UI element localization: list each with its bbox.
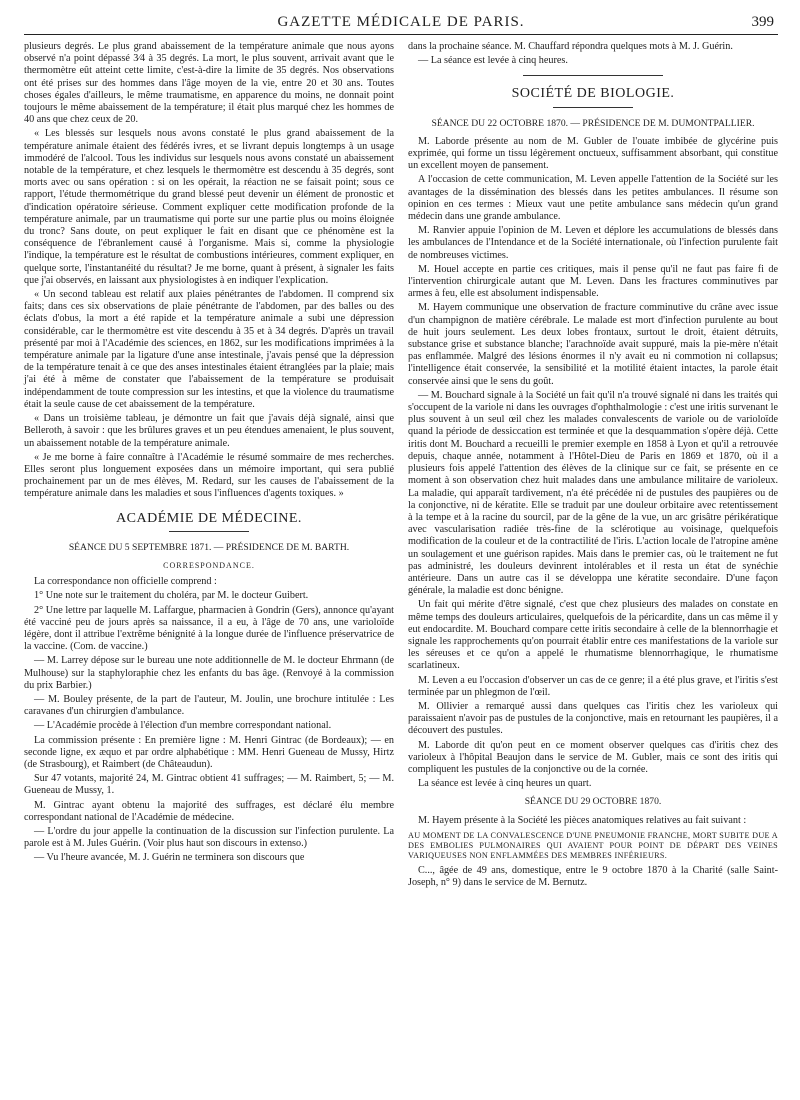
paragraph: M. Laborde dit qu'on peut en ce moment observer quelques cas d'iritis chez des varioleux à l'hôpital Beaujon dans le service de M. Gubler, mais ce sont des iritis qui compliquent les pustules de la conjonctive ou de la cornée.: [408, 739, 778, 775]
right-column: [408, 41, 778, 891]
paragraph: — M. Larrey dépose sur le bureau une note additionnelle de M. le docteur Ehrmann (de Mulhouse) sur la staphyloraphie chez les enfants du bas âge. (Renvoyé à la commission du prix Barbier.): [24, 655, 394, 691]
paragraph: M. Houel accepte en partie ces critiques, mais il pense qu'il ne faut pas faire fi de l'intervention chirurgicale autant que M. Leven. Dans les fractures comminutives par armes à feu, elle est absolument indispensable.: [408, 263, 778, 300]
paragraph: — La séance est levée à cinq heures.: [418, 55, 568, 67]
paragraph: 1° Une note sur le traitement du choléra, par M. le docteur Guibert.: [34, 590, 309, 602]
paragraph: M. Hayem communique une observation de fracture comminutive du crâne avec issue d'un champignon de matière cérébrale. Le malade est mort d'infection purulente au bout de huit jours seulement. Les deux lobes frontaux, surtout le droit, étaient détruits, substance grise et substance blanche; l'arachnoïde avait suppuré, mais la pie-mère n'était pas enflammée. Malgré des lésions énormes il n'y avait eu ni commotion ni collapsus; l'intelligence était conservée, la sensibilité et la motilité étaient intactes, la parole était conservée ainsi que le sens du goût.: [408, 302, 778, 387]
paragraph: M. Leven a eu l'occasion d'observer un cas de ce genre; il a été plus grave, et l'iritis s'est terminée par un phlegmon de l'œil.: [408, 674, 778, 698]
paragraph: A l'occasion de cette communication, M. Leven appelle l'attention de la Société sur les avantages de la dissémination des blessés dans les petites ambulances. Il résume son opinion en ces termes : Mieux vaut une petite ambulance sans médecin qu'un grand médecin dans une grande ambulance.: [408, 174, 778, 223]
paragraph: « Un second tableau est relatif aux plaies pénétrantes de l'abdomen. Il comprend six faits; dans ces six observations de plaie pénétrante de l'abdomen, par des balles ou des éclats d'obus, la mort a été rapide et la température animale a subi une dépression considérable, car le thermomètre est vite descendu à 35 et à 34 degrés. D'après un travail présenté par moi à l'Académie des sciences, en 1862, sur les modifications imprimées à la température animale par la ligature d'une anse intestinale, j'avais pensé que la dépression de la température tenait à ce que des anses intestinales étaient étranglées par la plaie; mais j'ai été à même de constater que l'abaissement de la température se produisait indépendamment de toute compression sur les intestins, et que la violence du traumatisme était la seule cause de cet abaissement de la température.: [24, 289, 394, 410]
subsection-heading: CORRESPONDANCE.: [163, 560, 255, 570]
section-divider: [523, 75, 663, 76]
paragraph: Sur 47 votants, majorité 24, M. Gintrac obtient 41 suffrages; — M. Raimbert, 5; — M. Gueneau de Mussy, 1.: [24, 773, 394, 797]
title-rule: [169, 531, 249, 532]
paragraph: C..., âgée de 49 ans, domestique, entre le 9 octobre 1870 à la Charité (salle Saint-Joseph, n° 9) dans le service de M. Bernutz.: [408, 864, 778, 888]
paragraph: La commission présente : En première ligne : M. Henri Gintrac (de Bordeaux); — en seconde ligne, ex æquo et par ordre alphabétique : MM. Henri Gueneau de Mussy, Hirtz (de Strasbourg), et Raimbert (de Châteaudun).: [24, 734, 394, 770]
paragraph: M. Gintrac ayant obtenu la majorité des suffrages, est déclaré élu membre correspondant national de l'Académie de médecine.: [24, 799, 394, 823]
paragraph: — M. Bouchard signale à la Société un fait qu'il n'a trouvé signalé ni dans les traités qui s'occupent de la variole ni dans les ouvrages d'ophthalmologie : c'est une iritis survenant le plus souvent à un seul œil chez les malades convalescents de variole ou de varioloïde quand la période de dessiccation est terminée et que la desquammation s'opère déjà. Cette iritis dont M. Bouchard a recueilli le premier exemple en 1858 à Lyon et qu'il a retrouvée depuis, chaque année, notamment à l'Hôtel-Dieu de Paris en 1869 et 1870, où il a plusieurs fois appelé l'attention des élèves de la clinique sur ce fait, se présente en ce moment à son observation chez huit malades dans une ambulance militaire de varioleux. La maladie, qui apparaît tardivement, n'a été précédée ni de pustules des paupières ou de la conjonctive, ni de kératite. Elle se traduit par une douleur orbitaire avec retentissement à la tempe et à la racine du sourcil, par de la gêne de la vue, un arc grisâtre périkératique avec vascularisation radiée très-fine de la sclérotique au voisinage, quelquefois modification de la couleur et de la contractilité de l'iris. L'action locale de l'atropine amène un soulagement et une guérison rapides. Mais dans le premier cas, où le traitement ne fut pas administré, les douleurs devinrent intolérables et il resta un état de synéchie antérieure. Dans un autre cas il se développa une kératite secondaire. D'une façon générale, la maladie est donc bénigne.: [408, 389, 778, 597]
session-heading: SÉANCE DU 29 OCTOBRE 1870.: [524, 796, 662, 808]
paragraph: dans la prochaine séance. M. Chauffard répondra quelques mots à M. J. Guérin.: [408, 41, 733, 52]
paragraph: « Je me borne à faire connaître à l'Académie le résumé sommaire de mes recherches. Elles seront plus longuement exposées dans un mémoire important, qui sera publié prochainement par un de mes élèves, M. Redard, sur les causes de l'abaissement de la température animale dans les maladies et sous l'influences d'agents toxiques. »: [24, 451, 394, 500]
session-heading: SÉANCE DU 22 OCTOBRE 1870. — PRÉSIDENCE DE M. DUMONTPALLIER.: [431, 117, 755, 129]
left-column: [24, 41, 394, 891]
paragraph: M. Ollivier a remarqué aussi dans quelques cas l'iritis chez les varioleux qui paraissaient n'avoir pas de pustules de la conjonctive, mais en retournant les paupières, il a découvert des pustules.: [408, 700, 778, 737]
journal-title: GAZETTE MÉDICALE DE PARIS.: [277, 14, 525, 30]
section-title-biologie: SOCIÉTÉ DE BIOLOGIE.: [511, 86, 675, 102]
paragraph: « Dans un troisième tableau, je démontre un fait que j'avais déjà signalé, ainsi que Belleroth, à savoir : que les brûlures graves et un peu étendues amenaient, le plus souvent, un abaissement notable de la température animale.: [24, 413, 394, 449]
page-number: 399: [751, 14, 774, 30]
paragraph: M. Ranvier appuie l'opinion de M. Leven et déplore les accumulations de blessés dans les ambulances de l'Intendance et de la Société internationale, où l'infection purulente fait de nombreuses victimes.: [408, 225, 778, 261]
paragraph: — M. Bouley présente, de la part de l'auteur, M. Joulin, une brochure intitulée : Les caravanes d'un chirurgien d'ambulance.: [24, 693, 394, 718]
paragraph: Un fait qui mérite d'être signalé, c'est que chez plusieurs des malades on constate en même temps des douleurs articulaires, quelquefois de la péricardite, dans un cas même il y eut endocardite. M. Bouchard compare cette iritis secondaire à celle de la blennorrhagie et signale les rapprochements qu'on pourrait établir entre ces manifestations de la variole sur les séreuses et ce qu'on a appelé le rhumatisme blennorrhagique, le rhumatisme scarlatineux.: [408, 599, 778, 672]
paragraph: M. Hayem présente à la Société les pièces anatomiques relatives au fait suivant :: [418, 814, 747, 826]
article-heading: AU MOMENT DE LA CONVALESCENCE D'UNE PNEUMONIE FRANCHE, MORT SUBITE DUE A DES EMBOLIES PULMONAIRES QUI AVAIENT POUR POINT DE DÉPART DES VEINES VARIQUEUSES NON ENFLAMMÉES DES MEMBRES INFÉRIEURS.: [408, 830, 778, 860]
paragraph: La correspondance non officielle comprend :: [34, 576, 217, 588]
paragraph: « Les blessés sur lesquels nous avons constaté le plus grand abaissement de la température animale étaient des fédérés ivres, et se livrant depuis longtemps à un usage immodéré de l'alcool. Tous les individus sur lesquels nous avons constaté un abaissement notable de la température, et chez lesquels le thermomètre est descendu à 35 degrés, sont morts avec ou sans opération : si on les opérait, la réaction ne se faisait point; sous ce rapport, l'étude thermométrique du grand blessé peut devenir un élément de pronostic et d'indication opératoire sérieuse. Comment expliquer cette modification profonde de la température animale, par un traumatisme qui porte sur une partie plus ou moins éloignée du tronc? Sans doute, on peut expliquer le fait en disant que ce phénomène est la conséquence de l'ébranlement causé à l'organisme. Mais si, comme la physiologie l'indique, la température est le résultat de combustions intérieures, comment expliquer, en quelque sorte, l'instantanéité du résultat? Je me borne, quant à présent, à signaler les faits que j'ai observés, en laissant aux physiologistes à en indiquer l'explication.: [24, 128, 394, 286]
title-rule: [553, 107, 633, 108]
paragraph: 2° Une lettre par laquelle M. Laffargue, pharmacien à Gondrin (Gers), annonce qu'ayant été vacciné peu de jours après sa naissance, il a eu, à l'âge de 70 ans, une varioloïde légère, dont il attribue l'extrême bénignité à la longue durée de l'influence préservatrice de la vaccine. (Com. de vaccine.): [24, 604, 394, 653]
paragraph: — L'ordre du jour appelle la continuation de la discussion sur l'infection purulente. La parole est à M. Jules Guérin. (Voir plus haut son discours in extenso.): [24, 825, 394, 850]
running-header: [24, 12, 778, 35]
paragraph: La séance est levée à cinq heures un quart.: [418, 778, 592, 790]
session-heading: SÉANCE DU 5 SEPTEMBRE 1871. — PRÉSIDENCE DE M. BARTH.: [68, 541, 350, 553]
paragraph: M. Laborde présente au nom de M. Gubler de l'ouate imbibée de glycérine puis exprimée, qui forme un tissu légèrement onctueux, suffisamment absorbant, qui constitue un excellent moyen de pansement.: [408, 135, 778, 172]
paragraph: — Vu l'heure avancée, M. J. Guérin ne terminera son discours que: [34, 852, 305, 864]
text-columns: [24, 41, 778, 891]
section-title-academie: ACADÉMIE DE MÉDECINE.: [116, 510, 302, 526]
paragraph: plusieurs degrés. Le plus grand abaissement de la température animale que nous ayons observé n'a point dépassé 3⁄4 à 35 degrés. La mort, le plus souvent, arrivait avant que le thermomètre eût atteint cette limite, c'est-à-dire la limite de 35 degrés. Nos observations ont été prises sur des hommes dans l'âge moyen de la vie, entre 20 et 30 ans. Toutes choses égales d'ailleurs, le même traumatisme, en apparence du moins, ne donnait point toujours le même abaissement de la température; il était plus marqué chez les hommes de 40 ans que chez ceux de 20.: [24, 41, 394, 126]
paragraph: — L'Académie procède à l'élection d'un membre correspondant national.: [34, 720, 332, 732]
